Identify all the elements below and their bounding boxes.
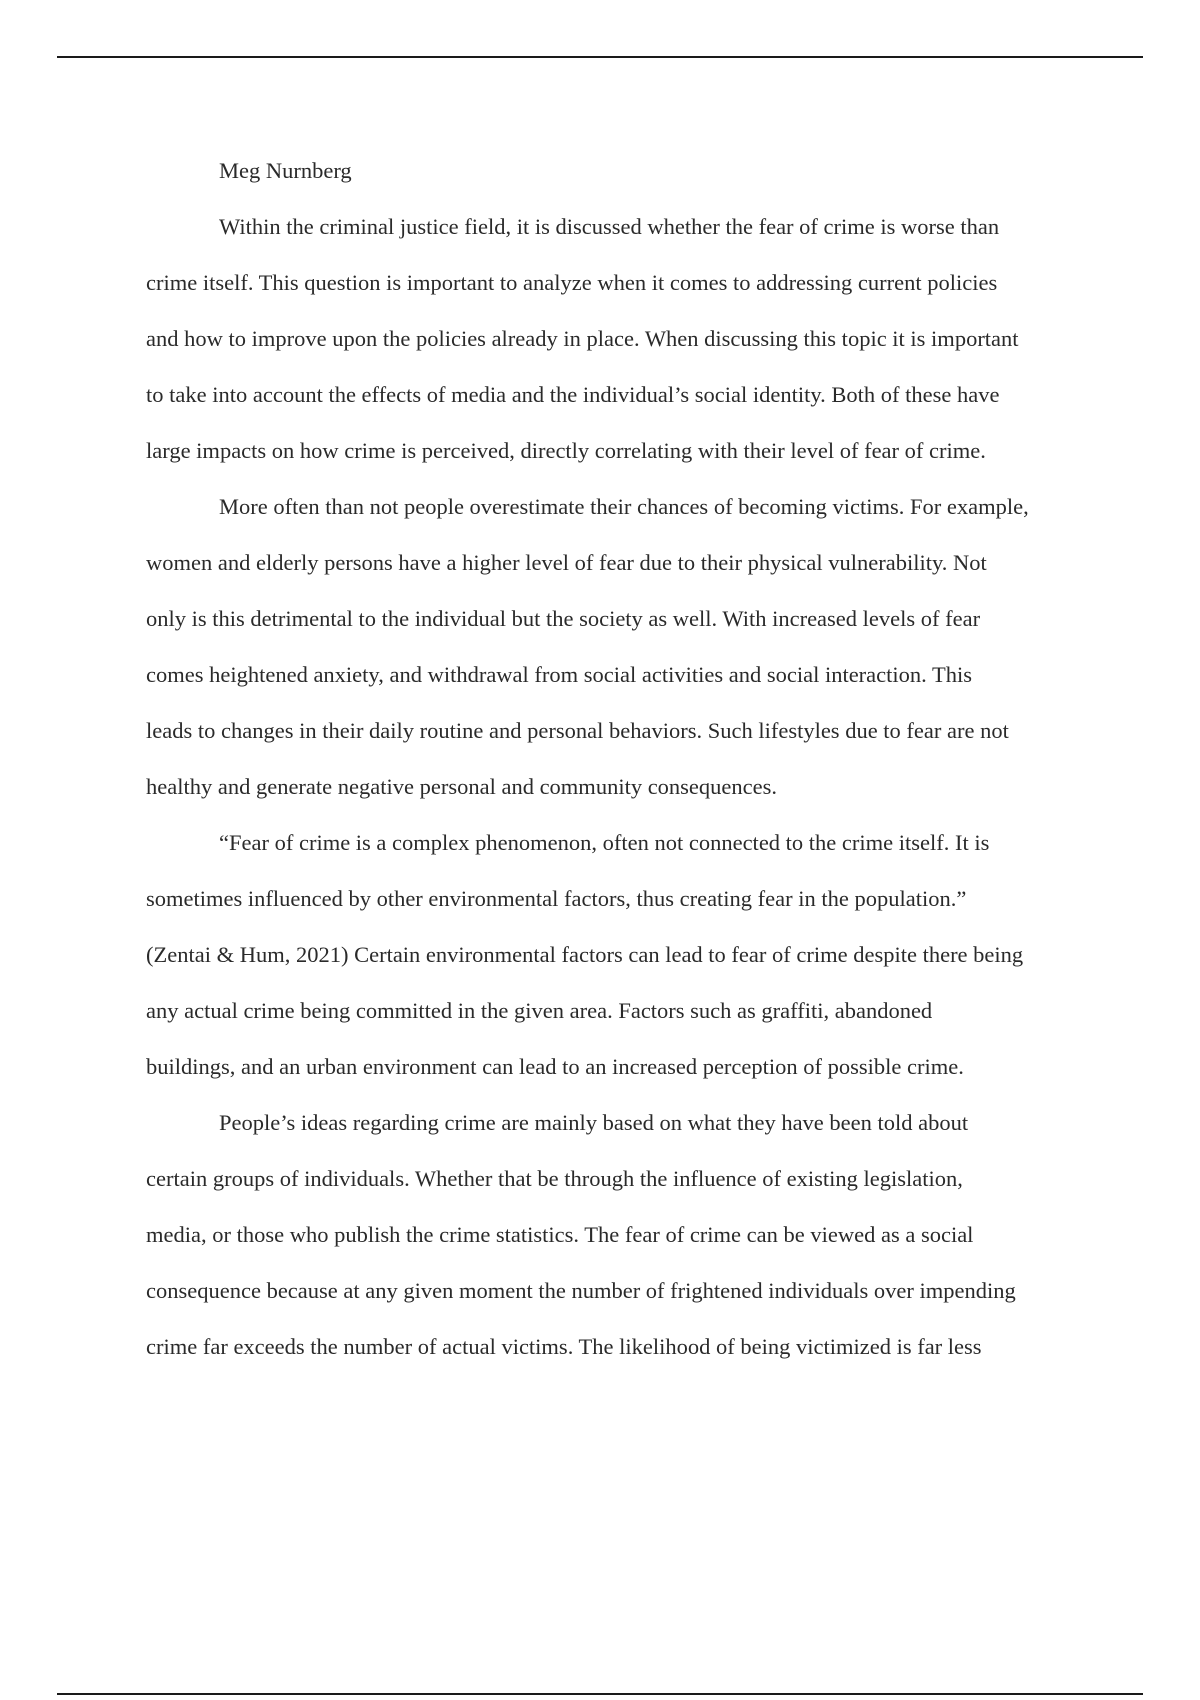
text-line: any actual crime being committed in the given area. Factors such as graffiti, abandoned [146, 998, 933, 1023]
text-line: and how to improve upon the policies already in place. When discussing this topic it is important [146, 326, 1019, 351]
text-line: comes heightened anxiety, and withdrawal from social activities and social interaction. This [146, 662, 972, 687]
text-line: to take into account the effects of media and the individual’s social identity. Both of these have [146, 382, 1000, 407]
text-line: only is this detrimental to the individual but the society as well. With increased levels of fear [146, 606, 981, 631]
paragraph [146, 1095, 1091, 1375]
text-line: crime far exceeds the number of actual victims. The likelihood of being victimized is far less [146, 1334, 982, 1359]
document-body [146, 143, 1091, 1375]
top-divider [57, 56, 1143, 58]
bottom-divider [57, 1693, 1143, 1695]
text-line: media, or those who publish the crime statistics. The fear of crime can be viewed as a social [146, 1222, 974, 1247]
text-line: leads to changes in their daily routine and personal behaviors. Such lifestyles due to fear are not [146, 718, 1009, 743]
paragraph [146, 479, 1091, 815]
text-line: “Fear of crime is a complex phenomenon, often not connected to the crime itself. It is [219, 830, 990, 855]
text-line: sometimes influenced by other environmental factors, thus creating fear in the population.” [146, 886, 967, 911]
text-line: People’s ideas regarding crime are mainly based on what they have been told about [219, 1110, 969, 1135]
paragraph [146, 815, 1091, 1095]
text-line: crime itself. This question is important to analyze when it comes to addressing current policies [146, 270, 998, 295]
text-line: buildings, and an urban environment can lead to an increased perception of possible crime. [146, 1054, 964, 1079]
text-line: large impacts on how crime is perceived, directly correlating with their level of fear of crime. [146, 438, 986, 463]
text-line: (Zentai & Hum, 2021) Certain environmental factors can lead to fear of crime despite there being [146, 942, 1024, 967]
text-line: More often than not people overestimate their chances of becoming victims. For example, [219, 494, 1029, 519]
text-line: healthy and generate negative personal and community consequences. [146, 774, 778, 799]
text-line: certain groups of individuals. Whether that be through the influence of existing legislation, [146, 1166, 963, 1191]
text-line: women and elderly persons have a higher level of fear due to their physical vulnerability. Not [146, 550, 987, 575]
text-line: Within the criminal justice field, it is discussed whether the fear of crime is worse than [219, 214, 1000, 239]
author-name: Meg Nurnberg [219, 158, 352, 183]
paragraph [146, 199, 1091, 479]
text-line: consequence because at any given moment the number of frightened individuals over impending [146, 1278, 1016, 1303]
